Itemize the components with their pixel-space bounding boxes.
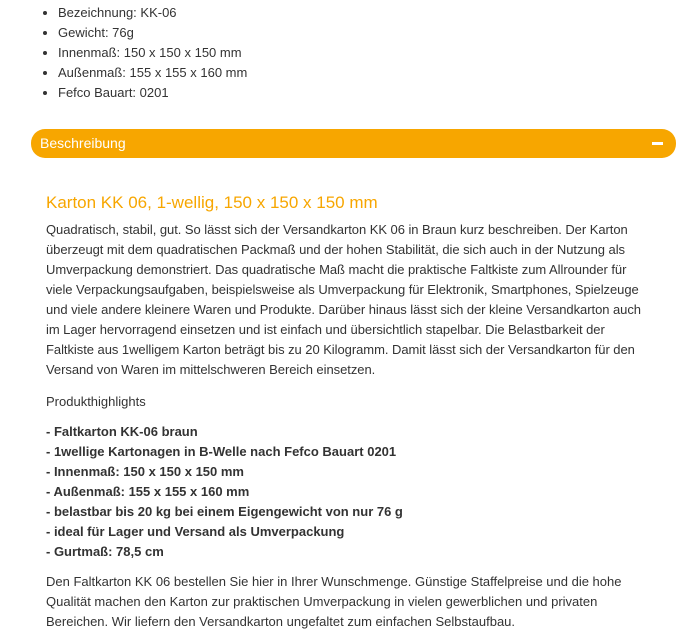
description-content	[46, 192, 656, 632]
highlights-list	[46, 422, 656, 562]
highlights-label: Produkthighlights	[46, 394, 146, 409]
highlight-item: - belastbar bis 20 kg bei einem Eigengewicht von nur 76 g	[46, 504, 403, 519]
minus-icon[interactable]	[652, 142, 663, 145]
description-outro: Den Faltkarton KK 06 bestellen Sie hier in Ihrer Wunschmenge. Günstige Staffelpreise und die hohe Qualität machen den Karton zur praktischen Umverpackung in vielen gewerblichen und privaten Bereichen. Wir liefern den Versandkarton ungefaltet zum einfachen Selbstaufbau.	[46, 574, 622, 629]
spec-item-designation: • Bezeichnung: KK-06	[58, 3, 247, 23]
highlight-item: - Faltkarton KK-06 braun	[46, 424, 198, 439]
highlight-item: - Innenmaß: 150 x 150 x 150 mm	[46, 464, 244, 479]
highlight-item: - 1wellige Kartonagen in B-Welle nach Fefco Bauart 0201	[46, 444, 397, 459]
spec-item-outer-dimensions: • Außenmaß: 155 x 155 x 160 mm	[58, 63, 247, 83]
spec-item-fefco-type: • Fefco Bauart: 0201	[58, 83, 247, 103]
spec-item-inner-dimensions: • Innenmaß: 150 x 150 x 150 mm	[58, 43, 247, 63]
description-intro: Quadratisch, stabil, gut. So lässt sich der Versandkarton KK 06 in Braun kurz beschreiben. Der Karton überzeugt mit dem quadratischen Packmaß und der hohen Stabilität, die sich auch in der Nutzung als Umverpackung demonstriert. Das quadratische Maß macht die praktische Faltkiste zum Allrounder für viele Verpackungsaufgaben, beispielsweise als Umverpackung für Elektronik, Smartphones, Spielzeuge und viele andere kleinere Waren und Produkte. Darüber hinaus lässt sich der kleine Versandkarton auch im Lager hervorragend einsetzen und ist einfach und übersichtlich stapelbar. Die Belastbarkeit der Faltkiste aus 1welligem Karton beträgt bis zu 20 Kilogramm. Damit lässt sich der Versandkarton für den Versand von Waren im mittelschweren Bereich einsetzen.	[46, 222, 641, 377]
accordion-title: Beschreibung	[40, 135, 126, 151]
highlight-item: - Außenmaß: 155 x 155 x 160 mm	[46, 484, 250, 499]
spec-item-weight: • Gewicht: 76g	[58, 23, 247, 43]
highlight-item: - Gurtmaß: 78,5 cm	[46, 544, 164, 559]
product-title: Karton KK 06, 1-wellig, 150 x 150 x 150 mm	[46, 193, 378, 212]
highlight-item: - ideal für Lager und Versand als Umverpackung	[46, 524, 345, 539]
description-accordion-header[interactable]	[31, 129, 676, 158]
spec-list	[42, 3, 247, 103]
